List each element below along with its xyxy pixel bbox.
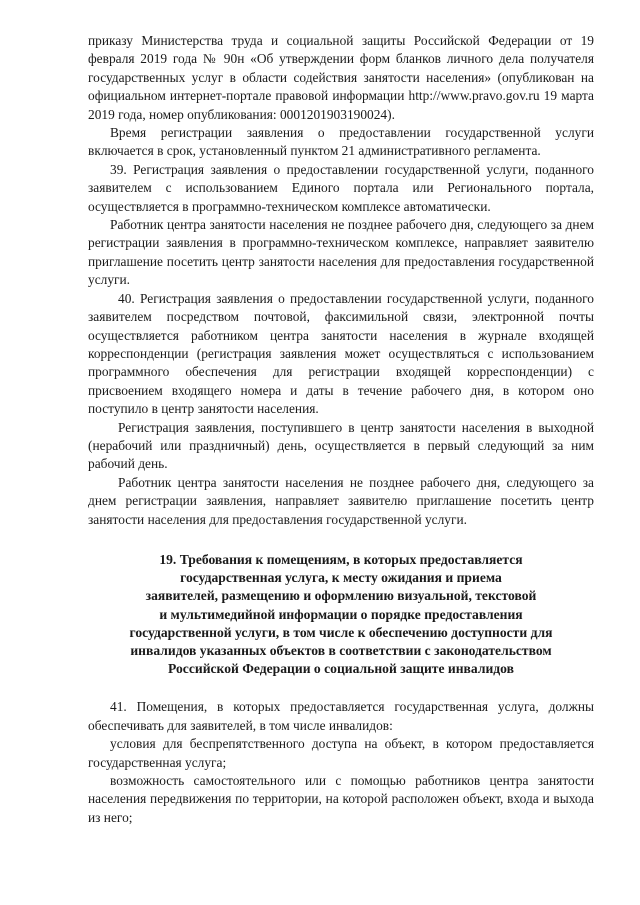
paragraph-item-41: 41. Помещения, в которых предоставляется государственная услуга, должны обеспечивать для заявителей, в том числе инвалидов:: [88, 699, 594, 733]
heading-line: и мультимедийной информации о порядке предоставления: [159, 606, 523, 622]
heading-line: инвалидов указанных объектов в соответствии с законодательством: [130, 642, 552, 658]
paragraph-order-reference: приказу Министерства труда и социальной защиты Российской Федерации от 19 февраля 2019 года № 90н «Об утверждении форм бланков личного дела получателя государственных услуг в области содействия занятости населения» (опубликован на официальном интернет-портале правовой информации http://www.pravo.gov.ru 19 марта 2019 года, номер опубликования: 0001201903190024).: [88, 33, 594, 122]
paragraph-registration-time: Время регистрации заявления о предоставлении государственной услуги включается в срок, установленный пунктом 21 административного регламента.: [88, 125, 594, 159]
heading-line: государственная услуга, к месту ожидания и приема: [180, 570, 502, 586]
document-page: [88, 32, 594, 827]
heading-line: 19. Требования к помещениям, в которых предоставляется: [159, 551, 523, 567]
paragraph-independent-movement: возможность самостоятельного или с помощью работников центра занятости населения передвижения по территории, на которой расположен объект, входа и выхода из него;: [88, 773, 594, 825]
paragraph-weekend-registration: Регистрация заявления, поступившего в центр занятости населения в выходной (нерабочий или праздничный) день, осуществляется в первый следующий за ним рабочий день.: [88, 419, 594, 472]
paragraph-item-40: 40. Регистрация заявления о предоставлении государственной услуги, поданного заявителем посредством почтовой, факсимильной связи, электронной почты осуществляется работником центра занятости населения в журнале входящей корреспонденции (регистрация заявления может осуществляться с использованием программного обеспечения для регистрации входящей корреспонденции) с присвоением входящего номера и даты в течение рабочего дня, в котором оно поступило в центр занятости населения.: [88, 290, 594, 417]
heading-line: Российской Федерации о социальной защите инвалидов: [168, 661, 514, 677]
heading-line: государственной услуги, в том числе к обеспечению доступности для: [129, 624, 553, 640]
paragraph-unobstructed-access: условия для беспрепятственного доступа на объект, в котором предоставляется государственная услуга;: [88, 736, 594, 770]
paragraph-worker-invitation: Работник центра занятости населения не позднее рабочего дня, следующего за днем регистрации заявления в программно-техническом комплексе, направляет заявителю приглашение посетить центр занятости населения для предоставления государственной услуги.: [88, 217, 594, 288]
paragraph-item-39: 39. Регистрация заявления о предоставлении государственной услуги, поданного заявителем с использованием Единого портала или Регионального портала, осуществляется в программно-техническом комплексе автоматически.: [88, 161, 594, 214]
paragraph-worker-invitation-2: Работник центра занятости населения не позднее рабочего дня, следующего за днем регистрации заявления, направляет заявителю приглашение посетить центр занятости населения для предоставления государственной услуги.: [88, 474, 594, 527]
section-heading-19: [88, 551, 594, 678]
heading-line: заявителей, размещению и оформлению визуальной, текстовой: [145, 588, 537, 604]
